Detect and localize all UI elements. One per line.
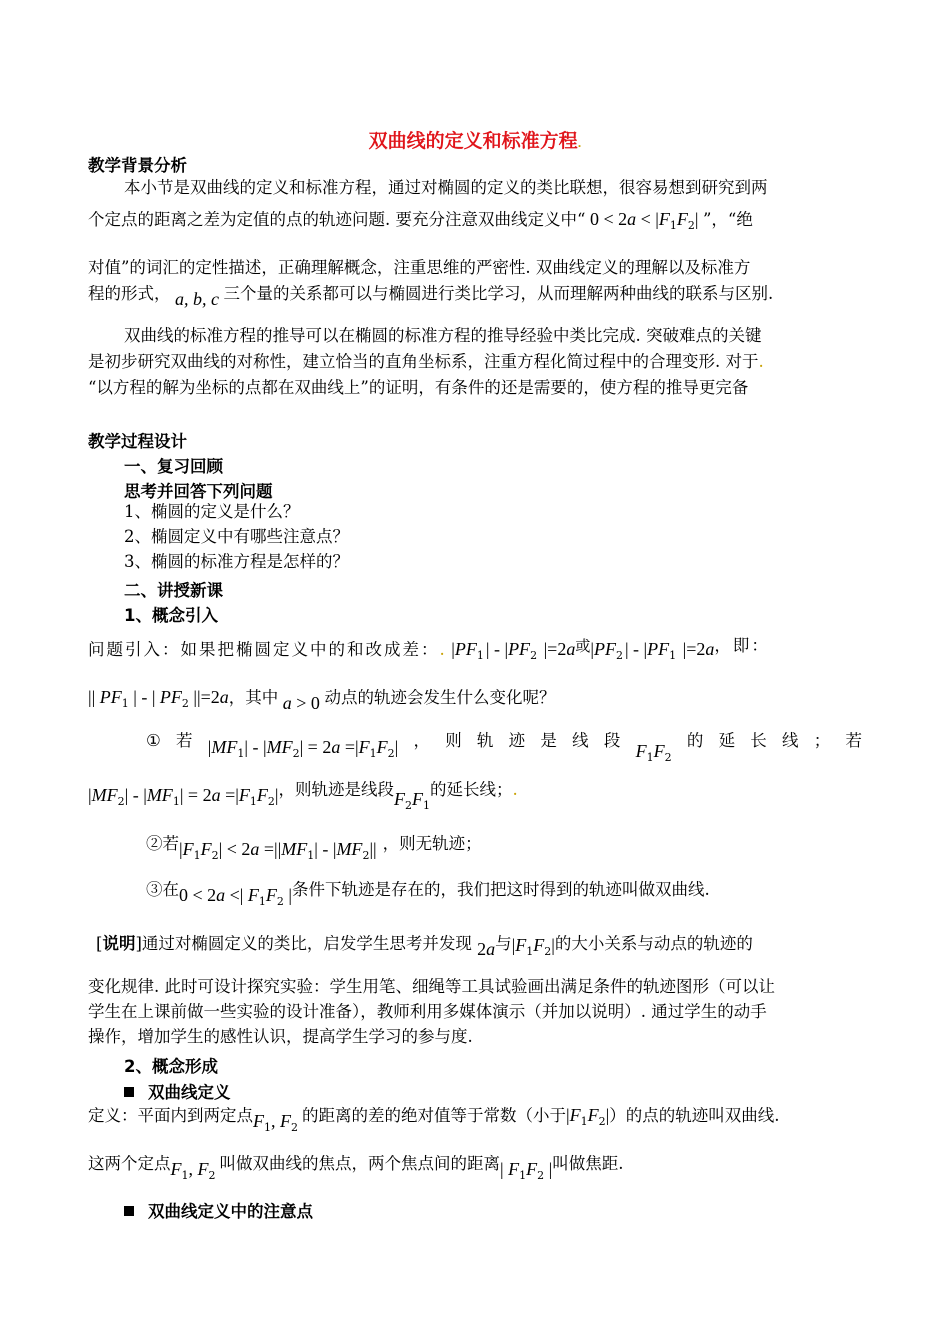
heading-concept-formation: 2、概念形成: [124, 1057, 218, 1076]
heading-new-lesson: 二、讲授新课: [124, 581, 223, 600]
para1-line2: 个定点的距离之差为定值的点的轨迹问题. 要充分注意双曲线定义中“ $0 < 2a < |F_1F_2|$ ”，“绝: [88, 209, 753, 232]
bullet-definition: 双曲线定义: [124, 1079, 231, 1103]
para2-line1: 双曲线的标准方程的推导可以在椭圆的标准方程的推导经验中类比完成. 突破难点的关键: [124, 326, 762, 345]
intro-line1: 问题引入：如果把椭圆定义中的和改成差：. $|PF_1| - |PF_2$ |=2a或$|PF_2| - |PF_1$ |=2a，即：: [88, 636, 770, 662]
heading-background: 教学背景分析: [88, 156, 187, 175]
case2: ②若$|F_1F_2| < 2a =||MF_1| - |MF_2||$ ，则无轨迹；: [146, 834, 482, 862]
question-3: 3、椭圆的标准方程是怎样的？: [124, 552, 349, 571]
para2-line2: 是初步研究双曲线的对称性，建立恰当的直角坐标系，注重方程化简过程中的合理变形. 对于.: [88, 352, 764, 371]
heading-process: 教学过程设计: [88, 432, 187, 451]
note-line3: 学生在上课前做一些实验的设计准备），教师利用多媒体演示（并加以说明）. 通过学生的动手: [88, 1002, 767, 1021]
heading-concept-intro: 1、概念引入: [124, 606, 218, 625]
definition-line1: 定义：平面内到两定点$F_1$, $F_2$的距离的差的绝对值等于常数（小于$|F_1F_2|$）的点的轨迹叫双曲线.: [88, 1105, 780, 1134]
question-2: 2、椭圆定义中有哪些注意点？: [124, 527, 349, 546]
note-line4: 操作，增加学生的感性认识，提高学生学习的参与度.: [88, 1027, 473, 1046]
case1-line2: $|MF_2| - |MF_1| = 2a =|F_1F_2|$，则轨迹是线段$F_2F_1$的延长线；.: [88, 780, 518, 812]
note-line1: [说明]通过对椭圆定义的类比，启发学生思考并发现 2a与$|F_1F_2|$的大小关系与动点的轨迹的: [96, 934, 753, 959]
note-line2: 变化规律. 此时可设计探究实验：学生用笔、细绳等工具试验画出满足条件的轨迹图形（可以让: [88, 977, 775, 996]
para1-line1: 本小节是双曲线的定义和标准方程，通过对椭圆的定义的类比联想，很容易想到研究到两: [124, 178, 768, 197]
para2-line3: “以方程的解为坐标的点都在双曲线上”的证明，有条件的还是需要的，使方程的推导更完备: [88, 378, 749, 397]
heading-review: 一、复习回顾: [124, 457, 223, 476]
square-bullet-icon: [124, 1206, 134, 1216]
question-1: 1、椭圆的定义是什么？: [124, 502, 300, 521]
definition-line2: 这两个定点$F_1$, $F_2$叫做双曲线的焦点，两个焦点间的距离| $F_1F_2$ |叫做焦距.: [88, 1154, 624, 1182]
page-title: 双曲线的定义和标准方程.: [368, 130, 582, 152]
para1-line3: 对值”的词汇的定性描述，正确理解概念，注重思维的严密性. 双曲线定义的理解以及标准方: [88, 258, 751, 277]
intro-line2: || $PF_1$ | - | $PF_2$ ||=2a，其中 a > 0 动点的轨迹会发生什么变化呢？: [88, 687, 556, 713]
square-bullet-icon: [124, 1087, 134, 1097]
para1-line4: 程的形式， a, b, c 三个量的关系都可以与椭圆进行类比学习，从而理解两种曲线的联系与区别.: [88, 284, 774, 309]
case3: ③在0 < 2a <| $F_1F_2$ |条件下轨迹是存在的，我们把这时得到的轨迹叫做双曲线.: [146, 880, 710, 908]
heading-think: 思考并回答下列问题: [124, 482, 273, 501]
bullet-notes: 双曲线定义中的注意点: [124, 1198, 313, 1222]
case1-line1: ① 若 $|MF_1| - |MF_2| = 2a =|F_1F_2|$ ， 则 轨 迹 是 线 段 $F_1F_2$ 的 延 长 线 ； 若: [146, 731, 862, 764]
